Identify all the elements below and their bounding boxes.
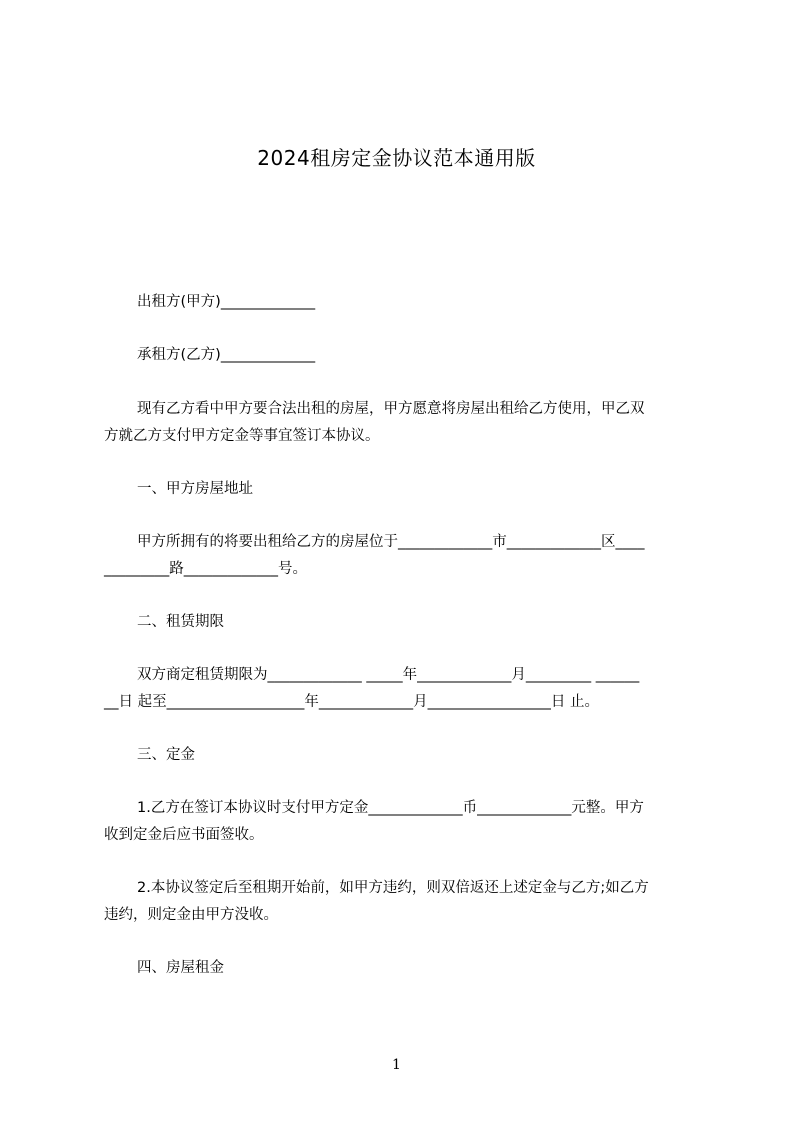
intro-paragraph-line-2: 方就乙方支付甲方定金等事宜签订本协议。	[104, 428, 380, 444]
intro-paragraph-line-1: 现有乙方看中甲方要合法出租的房屋，甲方愿意将房屋出租给乙方使用，甲乙双	[137, 401, 645, 417]
section-3-item-1-line-2: 收到定金后应书面签收。	[104, 827, 264, 843]
section-2-line-2: __日 起至___________________年_____________月_________________日 止。	[104, 694, 599, 710]
page-number: 1	[392, 1057, 401, 1073]
section-3-item-2-line-2: 违约，则定金由甲方没收。	[104, 907, 278, 923]
section-1-heading: 一、甲方房屋地址	[137, 481, 253, 497]
section-1-line-2: _________路_____________号。	[104, 561, 307, 577]
section-3-item-1-line-1: 1.乙方在签订本协议时支付甲方定金_____________币_____________元整。甲方	[137, 800, 644, 816]
section-1-line-1: 甲方所拥有的将要出租给乙方的房屋位于_____________市_____________区____	[137, 534, 645, 550]
section-3-item-2-line-1: 2.本协议签定后至租期开始前，如甲方违约，则双倍返还上述定金与乙方;如乙方	[137, 880, 649, 896]
landlord-line: 出租方(甲方)_____________	[137, 294, 316, 310]
section-4-heading: 四、房屋租金	[137, 960, 224, 976]
tenant-line: 承租方(乙方)_____________	[137, 347, 316, 363]
document-title: 2024租房定金协议范本通用版	[257, 146, 536, 170]
section-2-line-1: 双方商定租赁期限为_____________ _____年_____________月_________ ______	[137, 667, 640, 683]
section-3-heading: 三、定金	[137, 747, 195, 763]
section-2-heading: 二、租赁期限	[137, 614, 224, 630]
